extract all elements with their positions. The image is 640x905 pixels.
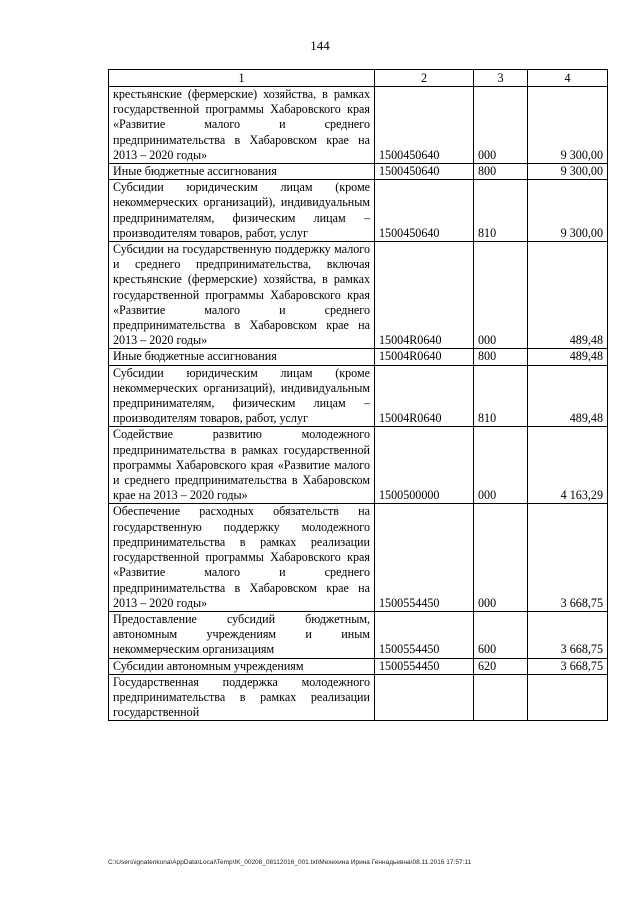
row-expense-type: 810 (474, 365, 528, 427)
table-row (109, 427, 608, 504)
row-expense-type: 000 (474, 504, 528, 611)
budget-table (108, 69, 608, 721)
row-expense-type: 000 (474, 87, 528, 164)
table-row (109, 504, 608, 611)
table-row (109, 349, 608, 365)
row-name: Субсидии юридическим лицам (кроме некоммерческих организаций), индивидуальным предпринимателям, физическим лицам – производителям товаров, работ, услуг (109, 180, 375, 242)
row-name: Иные бюджетные ассигнования (109, 164, 375, 180)
row-amount (528, 674, 608, 721)
row-expense-type: 620 (474, 658, 528, 674)
row-name: Содействие развитию молодежного предпринимательства в рамках государственной программы Хабаровского края «Развитие малого и среднего предпринимательства в Хабаровском крае на 2013 – 2020 годы» (109, 427, 375, 504)
row-target-code: 1500554450 (375, 504, 474, 611)
row-amount: 9 300,00 (528, 180, 608, 242)
row-target-code: 15004R0640 (375, 365, 474, 427)
row-amount: 3 668,75 (528, 611, 608, 658)
row-amount: 489,48 (528, 349, 608, 365)
header-col-4: 4 (528, 70, 608, 87)
table-row (109, 164, 608, 180)
row-name: крестьянские (фермерские) хозяйства, в рамках государственной программы Хабаровского края «Развитие малого и среднего предпринимательства в Хабаровском крае на 2013 – 2020 годы» (109, 87, 375, 164)
row-target-code: 1500450640 (375, 180, 474, 242)
row-amount: 9 300,00 (528, 164, 608, 180)
row-expense-type: 600 (474, 611, 528, 658)
table-header-row (109, 70, 608, 87)
table-row (109, 87, 608, 164)
table-row (109, 242, 608, 349)
row-expense-type: 800 (474, 349, 528, 365)
row-name: Субсидии автономным учреждениям (109, 658, 375, 674)
row-amount: 3 668,75 (528, 658, 608, 674)
row-target-code: 15004R0640 (375, 242, 474, 349)
row-name: Иные бюджетные ассигнования (109, 349, 375, 365)
row-name: Субсидии на государственную поддержку малого и среднего предпринимательства, включая крестьянские (фермерские) хозяйства, в рамках государственной программы Хабаровского края «Развитие малого и среднего предпринимательства в Хабаровском крае на 2013 – 2020 годы» (109, 242, 375, 349)
row-amount: 4 163,29 (528, 427, 608, 504)
header-col-2: 2 (375, 70, 474, 87)
row-target-code: 1500450640 (375, 164, 474, 180)
row-amount: 489,48 (528, 365, 608, 427)
row-amount: 489,48 (528, 242, 608, 349)
row-amount: 3 668,75 (528, 504, 608, 611)
row-target-code: 1500500000 (375, 427, 474, 504)
row-expense-type: 800 (474, 164, 528, 180)
row-expense-type: 000 (474, 242, 528, 349)
row-expense-type: 810 (474, 180, 528, 242)
row-expense-type: 000 (474, 427, 528, 504)
document-path-footer: C:\Users\ignatenkona\AppData\Local\Temp\IK_00208_08112016_001.txt\Мехехина Ирина Геннадьевна\08.11.2016 17:57:11 (108, 859, 472, 866)
row-name: Предоставление субсидий бюджетным, автономным учреждениям и иным некоммерческим организациям (109, 611, 375, 658)
row-name: Субсидии юридическим лицам (кроме некоммерческих организаций), индивидуальным предпринимателям, физическим лицам – производителям товаров, работ, услуг (109, 365, 375, 427)
header-col-1: 1 (109, 70, 375, 87)
header-col-3: 3 (474, 70, 528, 87)
table-row (109, 674, 608, 721)
row-target-code: 1500554450 (375, 611, 474, 658)
row-target-code: 1500554450 (375, 658, 474, 674)
row-target-code: 1500450640 (375, 87, 474, 164)
table-row (109, 611, 608, 658)
row-name: Обеспечение расходных обязательств на государственную поддержку молодежного предпринимательства в рамках реализации государственной программы Хабаровского края «Развитие малого и среднего предпринимательства в Хабаровском крае на 2013 – 2020 годы» (109, 504, 375, 611)
table-row (109, 658, 608, 674)
page-number: 144 (310, 38, 330, 53)
table-row (109, 180, 608, 242)
row-expense-type (474, 674, 528, 721)
table-row (109, 365, 608, 427)
row-amount: 9 300,00 (528, 87, 608, 164)
row-name: Государственная поддержка молодежного предпринимательства в рамках реализации государственной (109, 674, 375, 721)
row-target-code (375, 674, 474, 721)
row-target-code: 15004R0640 (375, 349, 474, 365)
